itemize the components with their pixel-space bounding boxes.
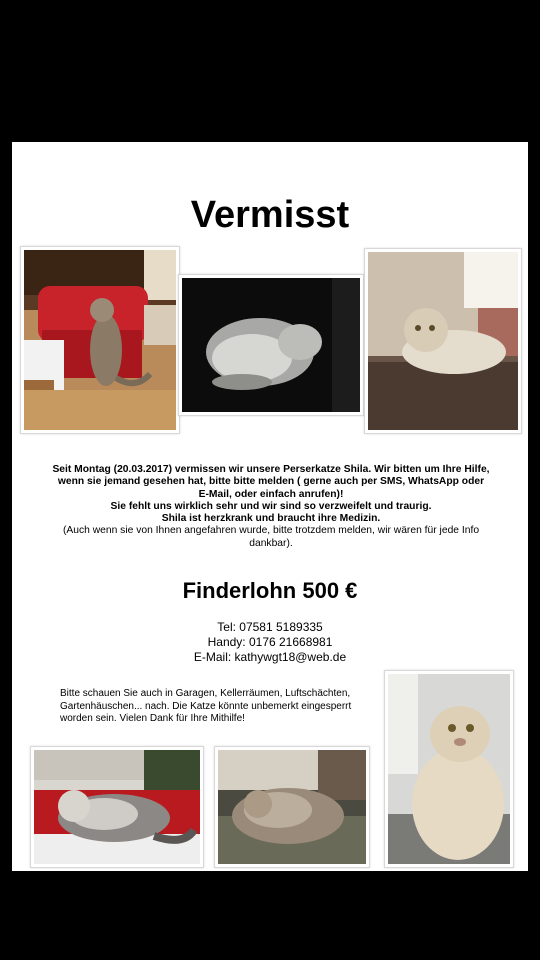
poster-title: Vermisst xyxy=(190,194,350,236)
description-line-2: E-Mail, oder einfach anrufen)! xyxy=(198,488,344,500)
reward-heading: Finderlohn 500 € xyxy=(182,578,358,603)
search-hint: Bitte schauen Sie auch in Garagen, Kellerräumen, Luftschächten, Gartenhäuschen... nach. Die Katze könnte unbemerkt eingesperrt worden sein. Vielen Dank für Ihre Mithilfe! xyxy=(60,688,352,724)
photo-cat-red-chair xyxy=(20,246,180,434)
description-line-1: Seit Montag (20.03.2017) vermissen wir unsere Perserkatze Shila. Wir bitten um Ihre Hilfe, wenn sie jemand gesehen hat, bitte bitte melden ( gerne auch per SMS, WhatsApp oder xyxy=(52,464,490,488)
contact-block xyxy=(12,620,528,665)
photo-cat-floor xyxy=(364,248,522,434)
missing-description xyxy=(52,464,490,550)
photo-cat-looking-up xyxy=(384,670,514,868)
mobile-number: Handy: 0176 21668981 xyxy=(207,635,333,649)
phone-number: Tel: 07581 5189335 xyxy=(217,620,323,634)
description-line-3: Sie fehlt uns wirklich sehr und wir sind so verzweifelt und traurig. xyxy=(110,500,432,512)
email-address: E-Mail: kathywgt18@web.de xyxy=(193,650,347,664)
photo-cat-sleeping xyxy=(178,274,364,416)
photo-cat-carpet xyxy=(214,746,370,868)
description-note: (Auch wenn sie von Ihnen angefahren wurde, bitte trotzdem melden, wir wären für jede Info dankbar). xyxy=(62,525,480,549)
description-line-4: Shila ist herzkrank und braucht ihre Medizin. xyxy=(161,513,381,525)
poster-page xyxy=(12,142,528,871)
photo-cat-red-blanket xyxy=(30,746,204,868)
